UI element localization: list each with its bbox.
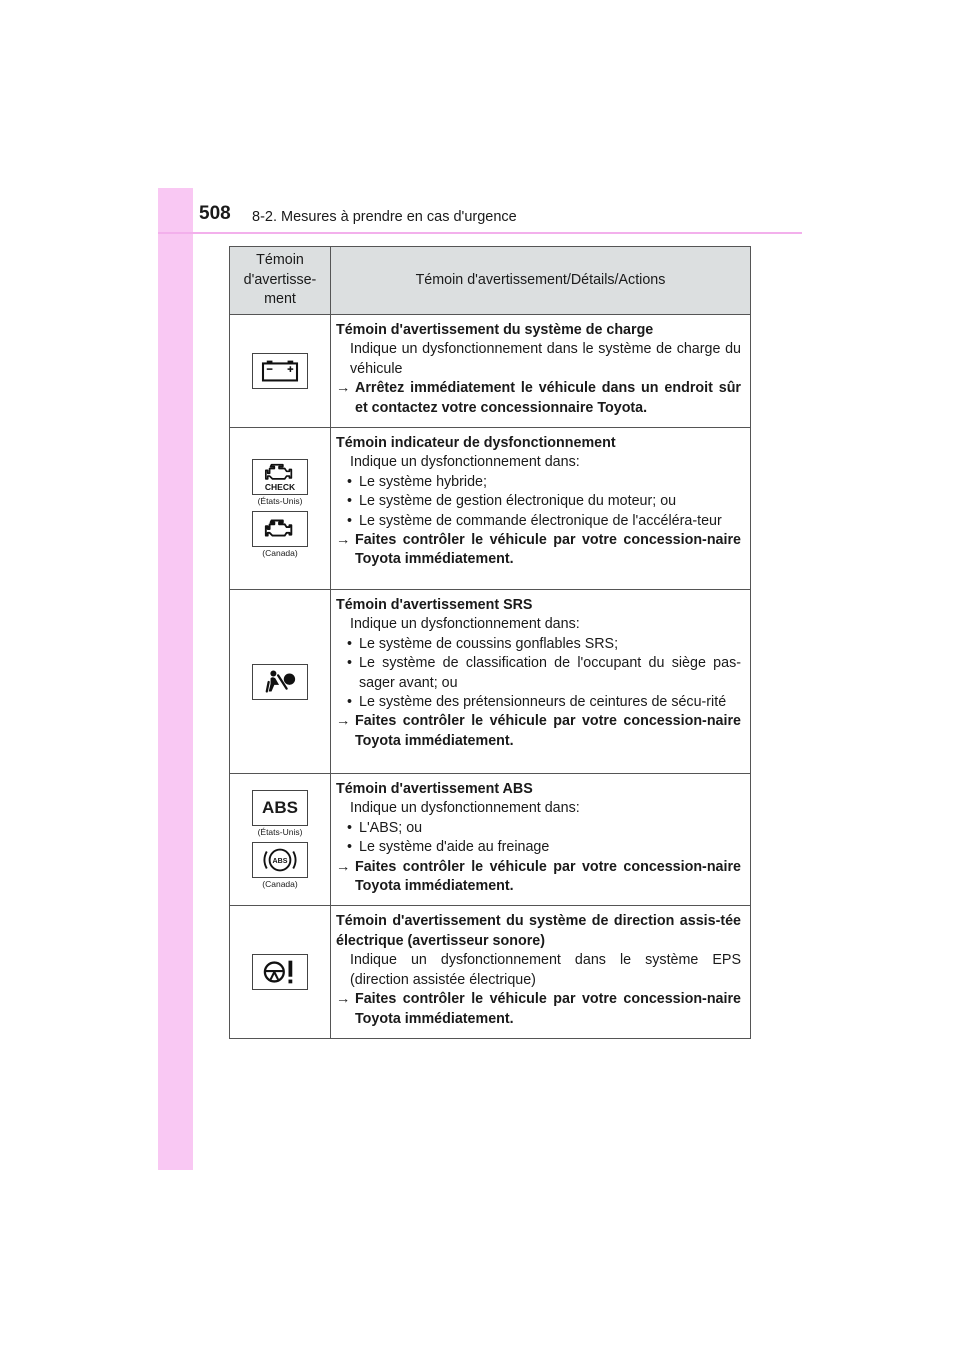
text-cell: [331, 315, 751, 428]
abs-label: ABS: [262, 797, 298, 817]
row-title: Témoin d'avertissement SRS: [336, 597, 533, 614]
section-title: 8-2. Mesures à prendre en cas d'urgence: [252, 209, 517, 225]
caption-canada: (Canada): [262, 878, 298, 889]
row-title: Témoin d'avertissement ABS: [336, 781, 533, 798]
text-cell: [331, 590, 751, 774]
table-header-row: [230, 247, 751, 315]
arrow-icon: →: [336, 713, 351, 730]
page-number: 508: [199, 203, 231, 224]
row-action: [336, 712, 741, 751]
abs-circle-label: ABS: [272, 856, 288, 865]
header-text-column: Témoin d'avertissement/Détails/Actions: [331, 247, 751, 315]
arrow-icon: →: [336, 532, 351, 549]
row-action: [336, 379, 741, 418]
action-text: Faites contrôler le véhicule par votre concession-naire Toyota immédiatement.: [355, 713, 741, 749]
row-description: Indique un dysfonctionnement dans:: [350, 454, 580, 471]
action-text: Arrêtez immédiatement le véhicule dans un endroit sûr et contactez votre concessionnaire Toyota.: [355, 380, 741, 416]
row-description: Indique un dysfonctionnement dans:: [350, 616, 580, 633]
table-row: [230, 315, 751, 428]
icon-cell: [230, 774, 331, 906]
row-description: Indique un dysfonctionnement dans le système EPS (direction assistée électrique): [350, 952, 741, 988]
icon-group-usa: [230, 790, 330, 838]
icon-group-canada: [230, 511, 330, 559]
row-action: [336, 531, 741, 570]
list-item: • Le système de gestion électronique du moteur; ou: [336, 492, 741, 511]
table-row: [230, 590, 751, 774]
table-row: [230, 428, 751, 590]
abs-text-icon: [252, 790, 308, 826]
list-item: • Le système d'aide au freinage: [336, 838, 741, 857]
list-item: • Le système des prétensionneurs de ceintures de sécu-rité: [336, 693, 741, 712]
engine-icon: [252, 511, 308, 547]
arrow-icon: →: [336, 991, 351, 1008]
airbag-icon: [252, 664, 308, 700]
action-text: Faites contrôler le véhicule par votre concession-naire Toyota immédiatement.: [355, 858, 741, 895]
action-text: Faites contrôler le véhicule par votre concession-naire Toyota immédiatement.: [355, 991, 741, 1027]
row-title: Témoin d'avertissement du système de direction assis-tée électrique (avertisseur sonore): [336, 913, 741, 949]
list-item: • Le système de coussins gonflables SRS;: [336, 635, 741, 654]
abs-circle-icon: [252, 842, 308, 878]
text-cell: [331, 428, 751, 590]
row-description: Indique un dysfonctionnement dans le système de charge du véhicule: [350, 341, 741, 377]
icon-group-canada: [230, 842, 330, 890]
table-row: [230, 774, 751, 906]
icon-cell: [230, 315, 331, 428]
row-action: [336, 858, 741, 897]
text-cell: [331, 906, 751, 1038]
warning-lights-table: [229, 246, 751, 1039]
check-label: CHECK: [264, 481, 296, 492]
check-engine-icon: [252, 459, 308, 495]
icon-group-usa: [230, 459, 330, 507]
list-item: • Le système hybride;: [336, 473, 741, 492]
row-action: [336, 990, 741, 1029]
row-description: Indique un dysfonctionnement dans:: [350, 800, 580, 817]
steering-warning-icon: [252, 954, 308, 990]
list-item: • L'ABS; ou: [336, 819, 741, 838]
caption-usa: (États-Unis): [257, 826, 303, 837]
caption-usa: (États-Unis): [257, 495, 303, 506]
list-item: • Le système de commande électronique de l'accéléra-teur: [336, 512, 741, 531]
text-cell: [331, 774, 751, 906]
battery-icon: [252, 353, 308, 389]
icon-cell: [230, 590, 331, 774]
row-title: Témoin indicateur de dysfonctionnement: [336, 435, 616, 452]
icon-cell: [230, 906, 331, 1038]
list-item: • Le système de classification de l'occupant du siège pas-sager avant; ou: [336, 654, 741, 693]
header-rule: [158, 232, 802, 234]
action-text: Faites contrôler le véhicule par votre concession-naire Toyota immédiatement.: [355, 532, 741, 568]
table-row: [230, 906, 751, 1038]
icon-cell: [230, 428, 331, 590]
caption-canada: (Canada): [262, 547, 298, 558]
header-icon-column: Témoin d'avertisse-ment: [230, 247, 331, 315]
arrow-icon: →: [336, 380, 351, 397]
side-tab-band: [158, 188, 193, 1170]
arrow-icon: →: [336, 858, 351, 875]
row-title: Témoin d'avertissement du système de charge: [336, 322, 654, 338]
